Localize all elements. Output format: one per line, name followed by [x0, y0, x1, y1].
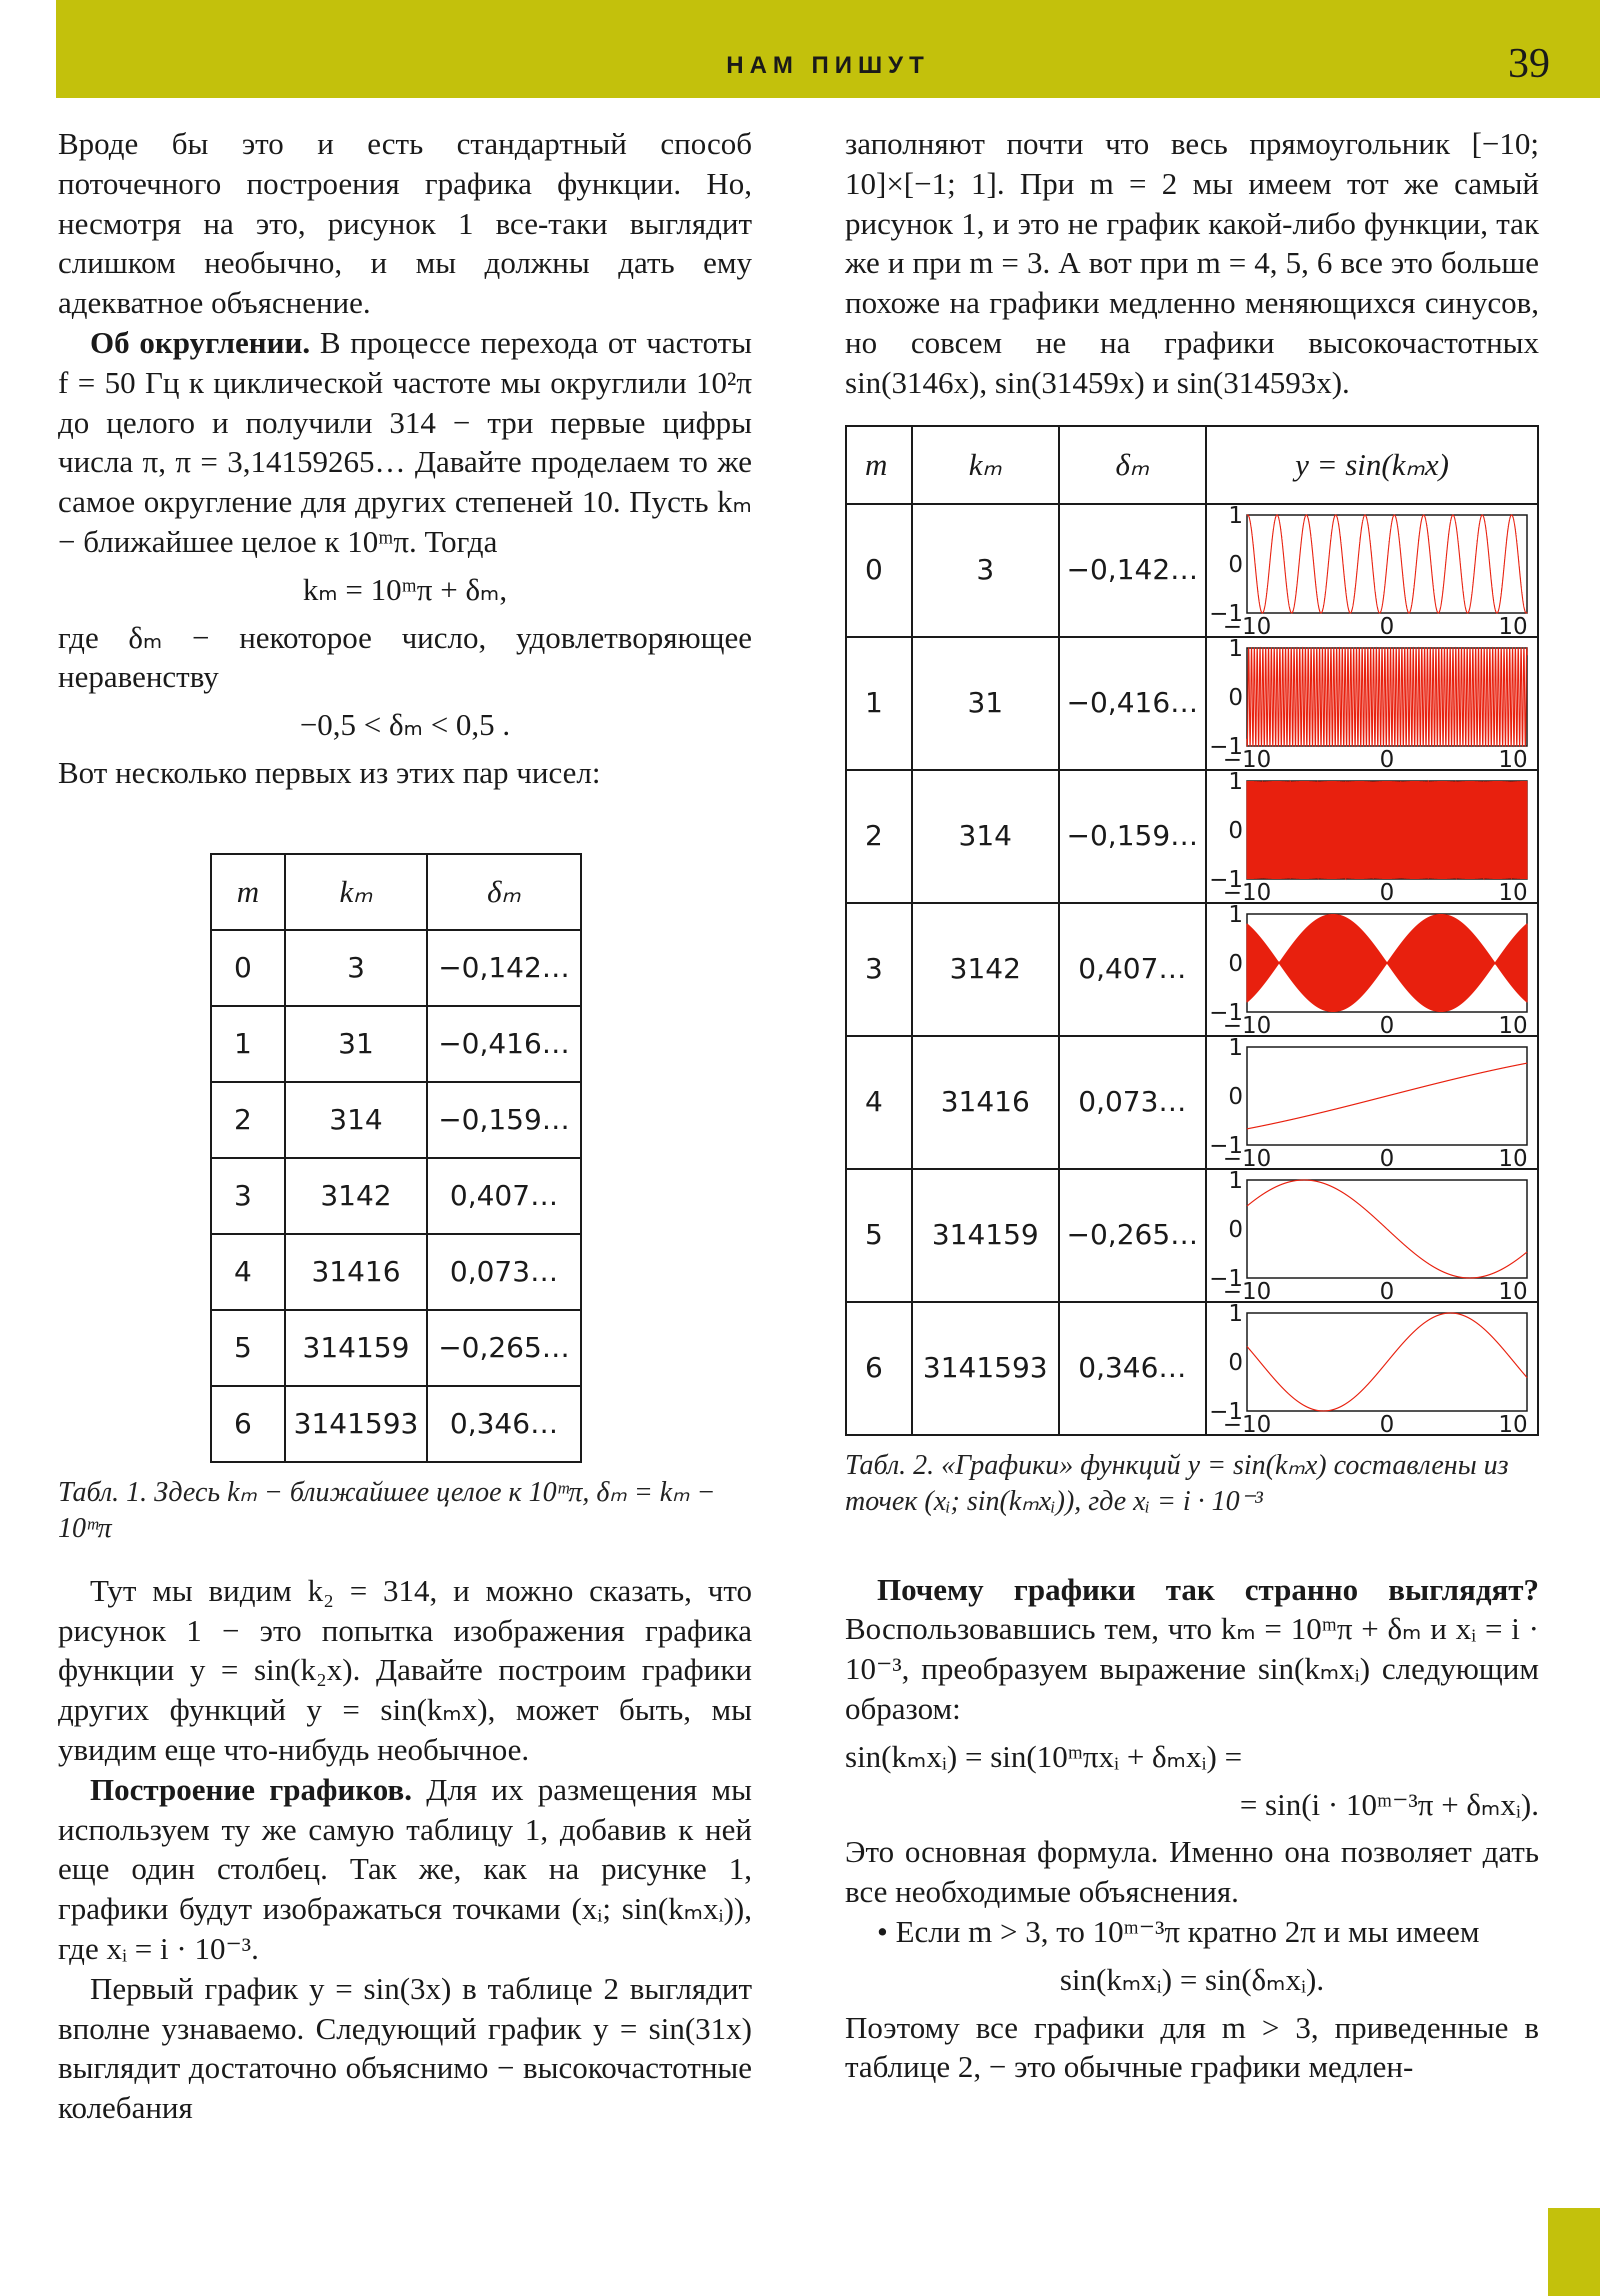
x-tick-label: −10 [1222, 746, 1272, 769]
table-2 [845, 425, 1539, 1436]
cell-m: 4 [846, 1036, 912, 1169]
x-tick-label: 0 [1379, 879, 1395, 902]
table-1-caption: Табл. 1. Здесь kₘ − ближайшее целое к 10ᵐπ, δₘ = kₘ − 10ᵐπ [58, 1476, 716, 1544]
x-tick-label: 10 [1498, 1411, 1528, 1434]
cell-m: 5 [846, 1169, 912, 1302]
x-tick-label: −10 [1222, 1145, 1272, 1168]
paragraph: Вроде бы это и есть стандартный способ поточечного построения графика функции. Но, несмотря на это, рисунок 1 все-таки выглядит слишком необычно, и мы должны дать ему адекватное объяснение. [58, 126, 752, 321]
series-line-m=6 [1247, 1313, 1527, 1411]
cell-k: 3 [285, 930, 427, 1006]
y-tick-label: 0 [1228, 551, 1243, 578]
y-tick-label: 1 [1228, 1169, 1243, 1194]
series-line-m=5 [1247, 1180, 1527, 1278]
cell-m: 4 [211, 1234, 285, 1310]
paragraph: Тут мы видим k₂ = 314, и можно сказать, что рисунок 1 − это попытка изображения графика функции y = sin(k₂x). Давайте построим графики других функций y = sin(kₘx), может быть, мы увидим еще что-нибудь необычное. [58, 1572, 752, 1767]
cell-m: 3 [846, 903, 912, 1036]
table-row [846, 1036, 1538, 1169]
plot-m=4 [1207, 1037, 1537, 1168]
cell-delta: −0,142… [1059, 504, 1206, 637]
x-tick-label: −10 [1222, 1411, 1272, 1434]
cell-delta: −0,159… [427, 1082, 581, 1158]
y-tick-label: −1 [1209, 1398, 1243, 1425]
run-in-heading: Об округлении. [90, 324, 311, 360]
formula: sin(kₘxᵢ) = sin(10ᵐπxᵢ + δₘxᵢ) = [845, 1738, 1243, 1774]
y-tick-label: −1 [1209, 1265, 1243, 1292]
y-tick-label: −1 [1209, 600, 1243, 627]
plot-m=6 [1207, 1303, 1537, 1434]
plot-m=5 [1207, 1170, 1537, 1301]
x-tick-label: 0 [1379, 746, 1395, 769]
corner-accent [1548, 2208, 1600, 2296]
cell-delta: −0,416… [1059, 637, 1206, 770]
cell-m: 1 [211, 1006, 285, 1082]
x-tick-label: 10 [1498, 879, 1528, 902]
y-tick-label: 1 [1228, 637, 1243, 662]
paragraph: где δₘ − некоторое число, удовлетворяющее неравенству [58, 619, 752, 695]
plot-cell [1206, 1036, 1538, 1169]
paragraph: Почему графики так странно выглядят? Воспользовавшись тем, что kₘ = 10ᵐπ + δₘ и xᵢ = i · 10⁻³, преобразуем выражение sin(kₘxᵢ) следующим образом: [845, 1571, 1539, 1726]
y-tick-label: 1 [1228, 504, 1243, 529]
cell-k: 31416 [285, 1234, 427, 1310]
x-tick-label: 10 [1498, 1145, 1528, 1168]
table-row [211, 1386, 581, 1462]
table-row [846, 903, 1538, 1036]
cell-k: 31 [285, 1006, 427, 1082]
series-line-m=4 [1247, 1063, 1527, 1129]
cell-k: 3142 [912, 903, 1059, 1036]
plot-cell [1206, 504, 1538, 637]
cell-delta: 0,407… [427, 1158, 581, 1234]
x-tick-label: −10 [1222, 1278, 1272, 1301]
left-column [58, 124, 752, 2128]
cell-m: 1 [846, 637, 912, 770]
formula: = sin(i · 10ᵐ⁻³π + δₘxᵢ). [1239, 1786, 1539, 1822]
x-tick-label: 0 [1379, 1411, 1395, 1434]
y-tick-label: −1 [1209, 733, 1243, 760]
cell-k: 314 [912, 770, 1059, 903]
table-header-graph: y = sin(kₘx) [1206, 426, 1538, 504]
y-tick-label: −1 [1209, 1132, 1243, 1159]
table-row [846, 504, 1538, 637]
paragraph: Об округлении. В процессе перехода от частоты f = 50 Гц к циклической частоте мы округлили 10²π до целого и получили 314 − три первые цифры числа π, π = 3,14159265… Давайте проделаем то же самое округление для других степеней 10. Пусть kₘ − ближайшее целое к 10ᵐπ. Тогда [58, 324, 753, 559]
table-row [211, 1158, 581, 1234]
cell-k: 314159 [285, 1310, 427, 1386]
x-tick-label: −10 [1222, 879, 1272, 902]
y-tick-label: 0 [1228, 1349, 1243, 1376]
table-row [846, 1169, 1538, 1302]
plot-cell [1206, 903, 1538, 1036]
y-tick-label: −1 [1209, 866, 1243, 893]
table-header-delta: δₘ [427, 854, 581, 930]
x-tick-label: 0 [1379, 1012, 1395, 1035]
formula: sin(kₘxᵢ) = sin(δₘxᵢ). [1059, 1961, 1325, 1997]
cell-m: 6 [846, 1302, 912, 1435]
cell-k: 3 [912, 504, 1059, 637]
y-tick-label: 1 [1228, 770, 1243, 795]
table-row [211, 1310, 581, 1386]
y-tick-label: 1 [1228, 1036, 1243, 1061]
y-tick-label: 1 [1228, 903, 1243, 928]
paragraph: Построение графиков. Для их размещения мы используем ту же самую таблицу 1, добавив к ней еще один столбец. Так же, как на рисунке 1, графики будут изображаться точками (xᵢ; sin(kₘxᵢ)), где xᵢ = i · 10⁻³. [58, 1771, 753, 1966]
cell-k: 31 [912, 637, 1059, 770]
plot-cell [1206, 1169, 1538, 1302]
cell-delta: 0,346… [1059, 1302, 1206, 1435]
x-tick-label: −10 [1222, 1012, 1272, 1035]
y-tick-label: 0 [1228, 684, 1243, 711]
run-in-heading: Почему графики так странно выглядят? [877, 1571, 1539, 1607]
x-tick-label: −10 [1222, 613, 1272, 636]
y-tick-label: 0 [1228, 1083, 1243, 1110]
cell-m: 2 [846, 770, 912, 903]
cell-delta: −0,142… [427, 930, 581, 1006]
cell-delta: 0,346… [427, 1386, 581, 1462]
plot-m=1 [1207, 638, 1537, 769]
cell-k: 3141593 [285, 1386, 427, 1462]
cell-delta: 0,407… [1059, 903, 1206, 1036]
y-tick-label: 0 [1228, 817, 1243, 844]
plot-m=0 [1207, 505, 1537, 636]
run-in-heading: Построение графиков. [90, 1771, 413, 1807]
cell-k: 31416 [912, 1036, 1059, 1169]
paragraph: Вот несколько первых из этих пар чисел: [58, 754, 601, 790]
header-bar [56, 0, 1600, 98]
cell-k: 314159 [912, 1169, 1059, 1302]
table-header-k: kₘ [285, 854, 427, 930]
paragraph: • Если m > 3, то 10ᵐ⁻³π кратно 2π и мы имеем [877, 1913, 1480, 1949]
series-line-m=1 [1247, 648, 1527, 746]
cell-m: 0 [846, 504, 912, 637]
plot-m=3 [1207, 904, 1537, 1035]
cell-delta: −0,416… [427, 1006, 581, 1082]
paragraph: заполняют почти что весь прямоугольник [−10; 10]×[−1; 1]. При m = 2 мы имеем тот же самый рисунок 1, и это не график какой-либо функции, так же и при m = 3. А вот при m = 4, 5, 6 все это больше похоже на графики медленно меняющихся синусов, но совсем не на графики высокочастотных sin(3146x), sin(31459x) и sin(314593x). [845, 126, 1539, 400]
cell-m: 5 [211, 1310, 285, 1386]
cell-delta: −0,265… [1059, 1169, 1206, 1302]
table-header-delta: δₘ [1059, 426, 1206, 504]
paragraph: Поэтому все графики для m > 3, приведенные в таблице 2, − это обычные графики медлен- [845, 2009, 1539, 2085]
page-number: 39 [1508, 41, 1550, 87]
table-row [211, 930, 581, 1006]
cell-m: 0 [211, 930, 285, 1006]
cell-delta: −0,159… [1059, 770, 1206, 903]
x-tick-label: 0 [1379, 1278, 1395, 1301]
plot-cell [1206, 637, 1538, 770]
paragraph: Это основная формула. Именно она позволяет дать все необходимые объяснения. [845, 1834, 1539, 1910]
right-column [845, 124, 1539, 2087]
y-tick-label: −1 [1209, 999, 1243, 1026]
table-row [211, 1006, 581, 1082]
x-tick-label: 0 [1379, 613, 1395, 636]
paragraph: Первый график y = sin(3x) в таблице 2 выглядит вполне узнаваемо. Следующий график y = sin(31x) выглядит достаточно объяснимо − высокочастотные колебания [58, 1970, 752, 2126]
formula: kₘ = 10ᵐπ + δₘ, [302, 571, 508, 607]
x-tick-label: 10 [1498, 746, 1528, 769]
plot-cell [1206, 1302, 1538, 1435]
y-tick-label: 0 [1228, 1216, 1243, 1243]
table-row [211, 1082, 581, 1158]
section-title: НАМ ПИШУТ [726, 52, 930, 79]
table-header-m: m [211, 854, 285, 930]
x-tick-label: 10 [1498, 613, 1528, 636]
table-header-m: m [846, 426, 912, 504]
cell-m: 6 [211, 1386, 285, 1462]
formula: −0,5 < δₘ < 0,5 . [299, 707, 511, 743]
cell-k: 314 [285, 1082, 427, 1158]
x-tick-label: 10 [1498, 1012, 1528, 1035]
cell-k: 3142 [285, 1158, 427, 1234]
series-line-m=2 [1247, 781, 1527, 879]
y-tick-label: 0 [1228, 950, 1243, 977]
cell-k: 3141593 [912, 1302, 1059, 1435]
table-1 [210, 853, 582, 1463]
x-tick-label: 10 [1498, 1278, 1528, 1301]
table-row [846, 637, 1538, 770]
plot-cell [1206, 770, 1538, 903]
cell-m: 3 [211, 1158, 285, 1234]
table-2-caption: Табл. 2. «Графики» функций y = sin(kₘx) составлены из точек (xᵢ; sin(kₘxᵢ)), где xᵢ = i · 10⁻³ [845, 1449, 1509, 1517]
y-tick-label: 1 [1228, 1302, 1243, 1327]
cell-delta: 0,073… [1059, 1036, 1206, 1169]
cell-delta: −0,265… [427, 1310, 581, 1386]
cell-delta: 0,073… [427, 1234, 581, 1310]
table-row [846, 770, 1538, 903]
plot-m=2 [1207, 771, 1537, 902]
cell-m: 2 [211, 1082, 285, 1158]
series-line-m=3 [1247, 914, 1527, 1012]
series-line-m=0 [1247, 515, 1527, 613]
table-header-k: kₘ [912, 426, 1059, 504]
table-row [846, 1302, 1538, 1435]
table-row [211, 1234, 581, 1310]
x-tick-label: 0 [1379, 1145, 1395, 1168]
